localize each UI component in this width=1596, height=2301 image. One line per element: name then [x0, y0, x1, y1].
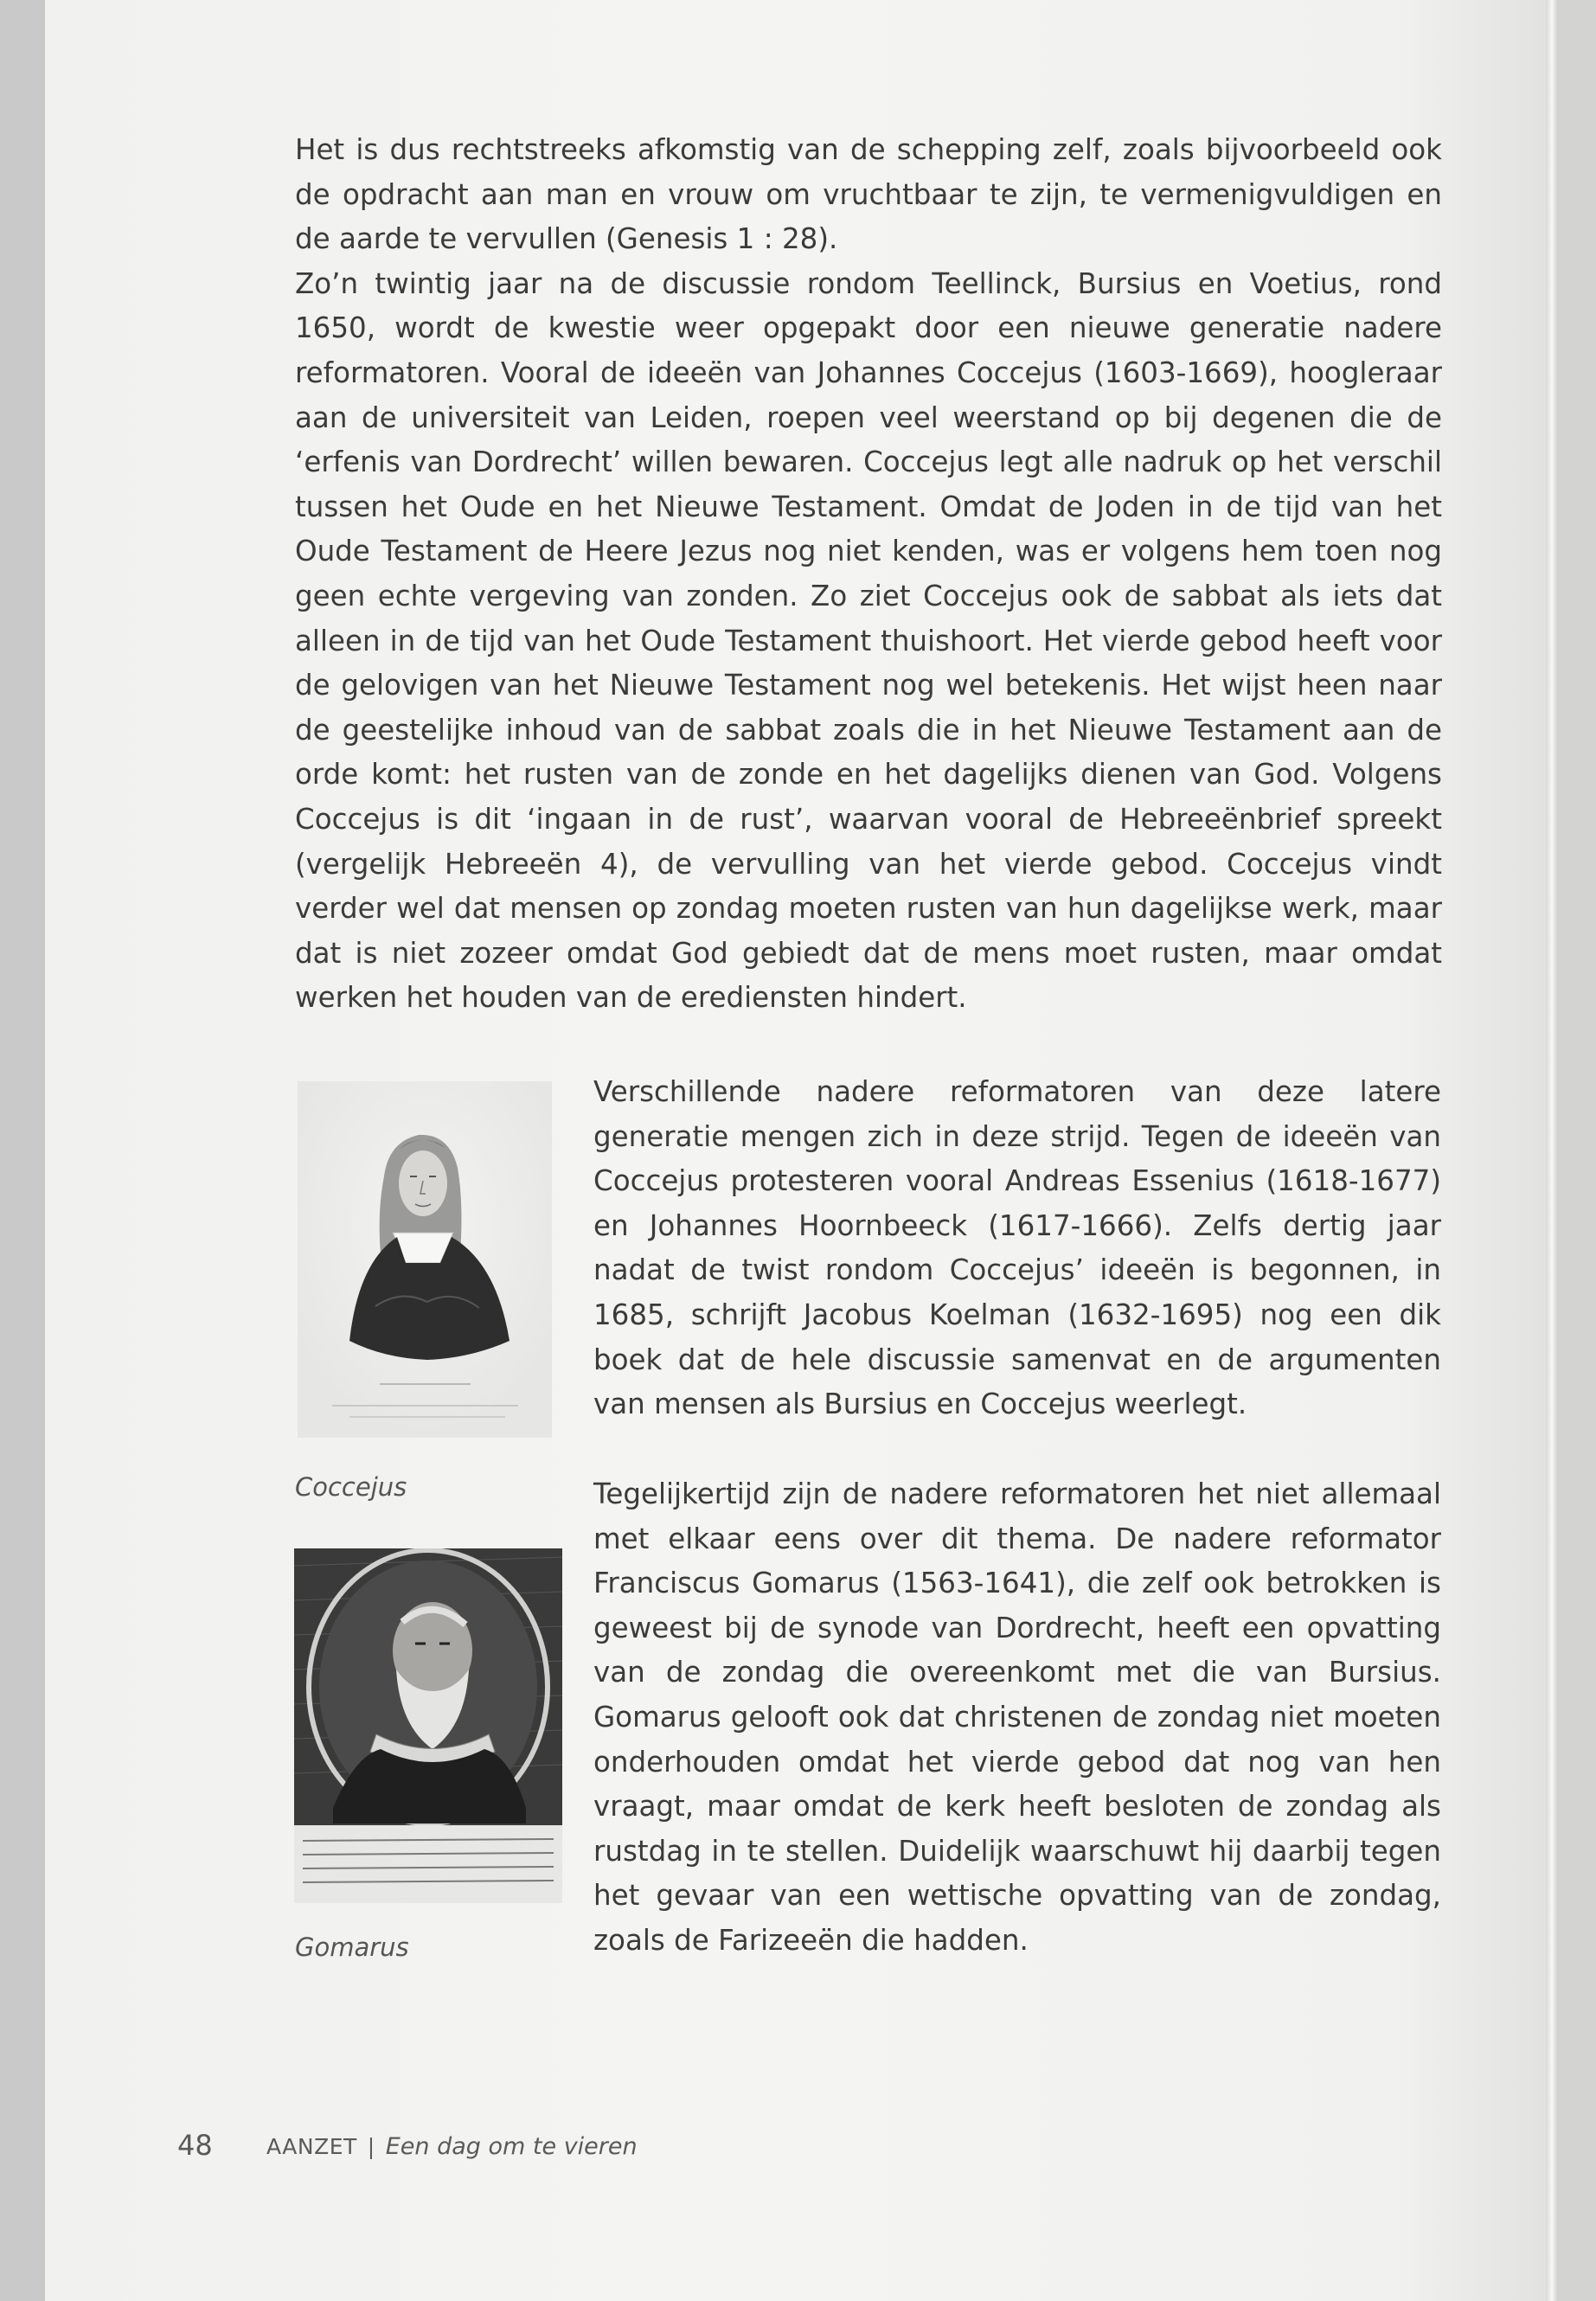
main-text-block	[295, 128, 1442, 1021]
coccejus-portrait-image	[298, 1081, 552, 1438]
footer-separator: |	[367, 2134, 375, 2159]
gomarus-caption: Gomarus	[295, 1932, 409, 1962]
scan-background	[1558, 0, 1596, 2301]
paragraph-3: Verschillende nadere reformatoren van deze latere generatie mengen zich in deze strijd. Tegen de ideeën van Coccejus protesteren vooral Andreas Essenius (1618-1677) en Johannes Hoornbeeck (1617-1666). Zelfs dertig jaar nadat de twist rondom Coccejus’ ideeën is begonnen, in 1685, schrijft Jacobus Koelman (1632-1695) nog een dik boek dat de hele discussie samenvat en de argumenten van mensen als Bursius en Coccejus weerlegt.	[593, 1075, 1441, 1421]
coccejus-caption: Coccejus	[295, 1472, 407, 1502]
paragraph-2: Zo’n twintig jaar na de discussie rondom Teellinck, Bursius en Voetius, rond 1650, wordt de kwestie weer opgepakt door een nieuwe generatie nadere reformatoren. Vooral de ideeën van Johannes Coccejus (1603-1669), hoogleraar aan de universiteit van Leiden, roepen veel weerstand op bij degenen die de ‘erfenis van Dordrecht’ willen bewaren. Coccejus legt alle nadruk op het verschil tussen het Oude en het Nieuwe Testament. Omdat de Joden in de tijd van het Oude Testament de Heere Jezus nog niet kenden, was er volgens hem toen nog geen echte vergeving van zonden. Zo ziet Coccejus ook de sabbat als iets dat alleen in de tijd van het Oude Testament thuishoort. Het vierde gebod heeft voor de gelovigen van het Nieuwe Testament nog wel betekenis. Het wijst heen naar de geestelijke inhoud van de sabbat zoals die in het Nieuwe Testament aan de orde komt: het rusten van de zonde en het dagelijks dienen van God. Volgens Coccejus is dit ‘ingaan in de rust’, waarvan vooral de Hebreeënbrief spreekt (vergelijk Hebreeën 4), de vervulling van het vierde gebod. Coccejus vindt verder wel dat mensen op zondag moeten rusten van hun dagelijkse werk, maar dat is niet zozeer omdat God gebiedt dat de mens moet rusten, maar omdat werken het houden van de erediensten hindert.	[295, 266, 1442, 1015]
running-footer	[266, 2133, 638, 2160]
paragraph-1: Het is dus rechtstreeks afkomstig van de schepping zelf, zoals bijvoorbeeld ook de opdracht aan man en vrouw om vruchtbaar te zijn, te vermenigvuldigen en de aarde te vervullen (Genesis 1 : 28).	[295, 133, 1442, 256]
footer-book-title: Een dag om te vieren	[385, 2133, 638, 2160]
page-edge	[1546, 0, 1558, 2301]
page-number: 48	[177, 2129, 213, 2162]
paragraph-4: Tegelijkertijd zijn de nadere reformatoren het niet allemaal met elkaar eens over dit thema. De nadere reformator Franciscus Gomarus (1563-1641), die zelf ook betrokken is geweest bij de synode van Dordrecht, heeft een opvatting van de zondag die overeenkomt met die van Bursius. Gomarus gelooft ook dat christenen de zondag niet moeten onderhouden omdat het vierde gebod dat nog van hen vraagt, maar omdat de kerk heeft besloten de zondag als rustdag in te stellen. Duidelijk waarschuwt hij daarbij tegen het gevaar van een wettische opvatting van de zondag, zoals de Farizeeën die hadden.	[593, 1477, 1441, 1957]
footer-series: AANZET	[266, 2134, 357, 2159]
gomarus-portrait-image	[294, 1548, 562, 1903]
